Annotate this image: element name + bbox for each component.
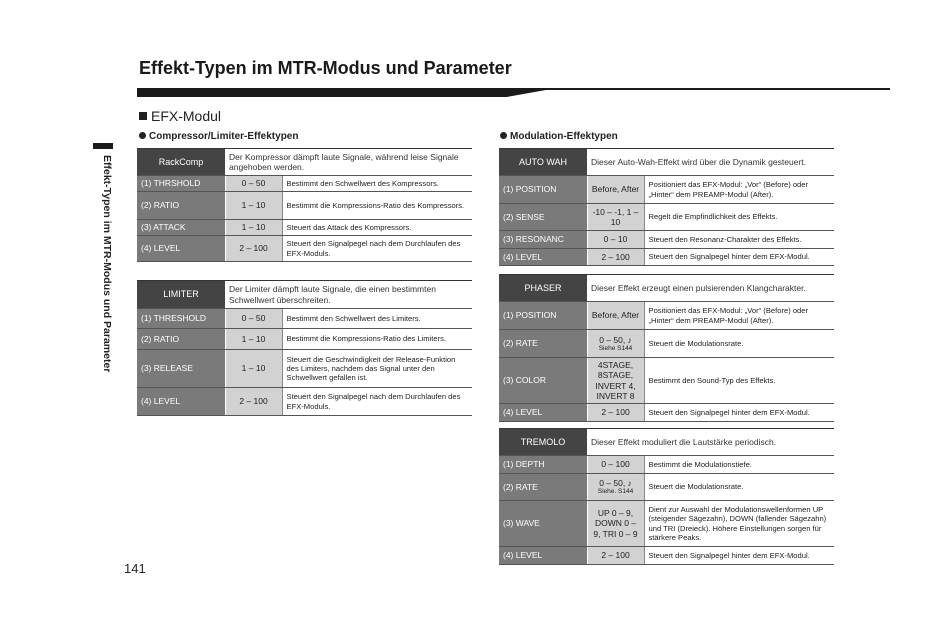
param-description: Steuert die Geschwindigkeit der Release-Funktion des Limiters, nachdem das Signal unter den Schwellwert gefallen ist. — [282, 350, 472, 388]
param-name: (2) RATE — [499, 330, 587, 358]
param-value: 0 – 50 — [225, 309, 282, 329]
param-description: Steuert den Signalpegel hinter dem EFX-Modul. — [644, 547, 834, 565]
param-value: 0 – 50, ♪ Siehe S144 — [587, 330, 644, 358]
effect-name: PHASER — [499, 275, 587, 302]
modulation-heading: Modulation-Effektypen — [500, 131, 618, 142]
param-value: 2 – 100 — [225, 236, 282, 262]
param-name: (1) POSITION — [499, 302, 587, 330]
section-heading: EFX-Modul — [139, 108, 221, 124]
effect-name: TREMOLO — [499, 429, 587, 456]
square-bullet-icon — [139, 112, 147, 120]
param-name: (2) RATE — [499, 474, 587, 501]
rackcomp-table — [137, 148, 472, 262]
param-description: Steuert den Signalpegel nach dem Durchlaufen des EFX-Moduls. — [282, 236, 472, 262]
side-tab-marker — [93, 143, 113, 149]
param-name: (4) LEVEL — [499, 404, 587, 422]
param-value: 2 – 100 — [587, 404, 644, 422]
limiter-table — [137, 280, 472, 416]
page-title: Effekt-Typen im MTR-Modus und Parameter — [139, 58, 512, 78]
page-number: 141 — [124, 561, 146, 576]
param-name: (2) SENSE — [499, 204, 587, 231]
bullet-icon — [500, 132, 507, 139]
param-value: 0 – 100 — [587, 456, 644, 474]
effect-name: AUTO WAH — [499, 149, 587, 176]
param-name: (1) THRESHOLD — [137, 309, 225, 329]
param-description: Bestimmt die Kompressions-Ratio des Kompressors. — [282, 192, 472, 220]
compressor-heading: Compressor/Limiter-Effektypen — [139, 131, 298, 142]
param-value: 4STAGE, 8STAGE, INVERT 4, INVERT 8 — [587, 358, 644, 404]
param-name: (4) LEVEL — [137, 236, 225, 262]
param-name: (2) RATIO — [137, 329, 225, 350]
param-description: Steuert die Modulationsrate. — [644, 474, 834, 501]
title-rule — [137, 88, 890, 97]
param-value: 0 – 50, ♪ Siehe. S144 — [587, 474, 644, 501]
param-value: Before, After — [587, 302, 644, 330]
param-description: Positioniert das EFX-Modul: „Vor“ (Before) oder „Hinter“ dem PREAMP-Modul (After). — [644, 302, 834, 330]
bullet-icon — [139, 132, 146, 139]
param-name: (1) THRSHOLD — [137, 176, 225, 192]
effect-name: LIMITER — [137, 281, 225, 309]
param-name: (4) LEVEL — [137, 388, 225, 416]
param-value: UP 0 – 9, DOWN 0 – 9, TRI 0 – 9 — [587, 501, 644, 547]
param-description: Steuert das Attack des Kompressors. — [282, 220, 472, 236]
param-description: Bestimmt die Modulationstiefe. — [644, 456, 834, 474]
param-value: 2 – 100 — [587, 249, 644, 266]
phaser-table — [499, 274, 834, 422]
param-value: Before, After — [587, 176, 644, 204]
param-description: Steuert den Resonanz-Charakter des Effekts. — [644, 231, 834, 249]
param-name: (1) DEPTH — [499, 456, 587, 474]
param-value: 2 – 100 — [225, 388, 282, 416]
param-description: Positioniert das EFX-Modul: „Vor“ (Before) oder „Hinter“ dem PREAMP-Modul (After). — [644, 176, 834, 204]
param-name: (1) POSITION — [499, 176, 587, 204]
param-value: 0 – 10 — [587, 231, 644, 249]
param-name: (3) ATTACK — [137, 220, 225, 236]
effect-description: Dieser Effekt erzeugt einen pulsierenden Klangcharakter. — [587, 275, 834, 302]
param-value: 1 – 10 — [225, 329, 282, 350]
param-description: Steuert den Signalpegel nach dem Durchlaufen des EFX-Moduls. — [282, 388, 472, 416]
param-description: Bestimmt den Schwellwert des Limiters. — [282, 309, 472, 329]
param-description: Bestimmt den Schwellwert des Kompressors. — [282, 176, 472, 192]
param-description: Steuert die Modulationsrate. — [644, 330, 834, 358]
param-value: 1 – 10 — [225, 192, 282, 220]
param-name: (4) LEVEL — [499, 547, 587, 565]
param-description: Steuert den Signalpegel hinter dem EFX-Modul. — [644, 404, 834, 422]
param-value: 2 – 100 — [587, 547, 644, 565]
param-description: Bestimmt die Kompressions-Ratio des Limiters. — [282, 329, 472, 350]
param-description: Regelt die Empfindlichkeit des Effekts. — [644, 204, 834, 231]
effect-description: Dieser Auto-Wah-Effekt wird über die Dynamik gesteuert. — [587, 149, 834, 176]
param-description: Steuert den Signalpegel hinter dem EFX-Modul. — [644, 249, 834, 266]
page-reference: Siehe. S144 — [597, 488, 634, 496]
param-name: (3) RESONANC — [499, 231, 587, 249]
side-label: Effekt-Typen im MTR-Modus und Parameter — [101, 155, 113, 373]
param-description: Dient zur Auswahl der Modulationswellenformen UP (steigender Sägezahn), DOWN (fallender Sägezahn) und TRI (Dreieck). Höhere Einstellungen sorgen für stärkere Peaks. — [644, 501, 834, 547]
page-reference: Siehe S144 — [598, 344, 633, 352]
param-value: 0 – 50 — [225, 176, 282, 192]
param-name: (3) WAVE — [499, 501, 587, 547]
effect-name: RackComp — [137, 149, 225, 176]
param-description: Bestimmt den Sound-Typ des Effekts. — [644, 358, 834, 404]
param-value: -10 – -1, 1 – 10 — [587, 204, 644, 231]
autowah-table — [499, 148, 834, 266]
effect-description: Dieser Effekt moduliert die Lautstärke periodisch. — [587, 429, 834, 456]
param-name: (3) COLOR — [499, 358, 587, 404]
param-value: 1 – 10 — [225, 350, 282, 388]
param-name: (4) LEVEL — [499, 249, 587, 266]
param-name: (2) RATIO — [137, 192, 225, 220]
tremolo-table — [499, 428, 834, 565]
effect-description: Der Kompressor dämpft laute Signale, während leise Signale angehoben werden. — [225, 149, 472, 176]
effect-description: Der Limiter dämpft laute Signale, die einen bestimmten Schwellwert überschreiten. — [225, 281, 472, 309]
param-value: 1 – 10 — [225, 220, 282, 236]
param-name: (3) RELEASE — [137, 350, 225, 388]
